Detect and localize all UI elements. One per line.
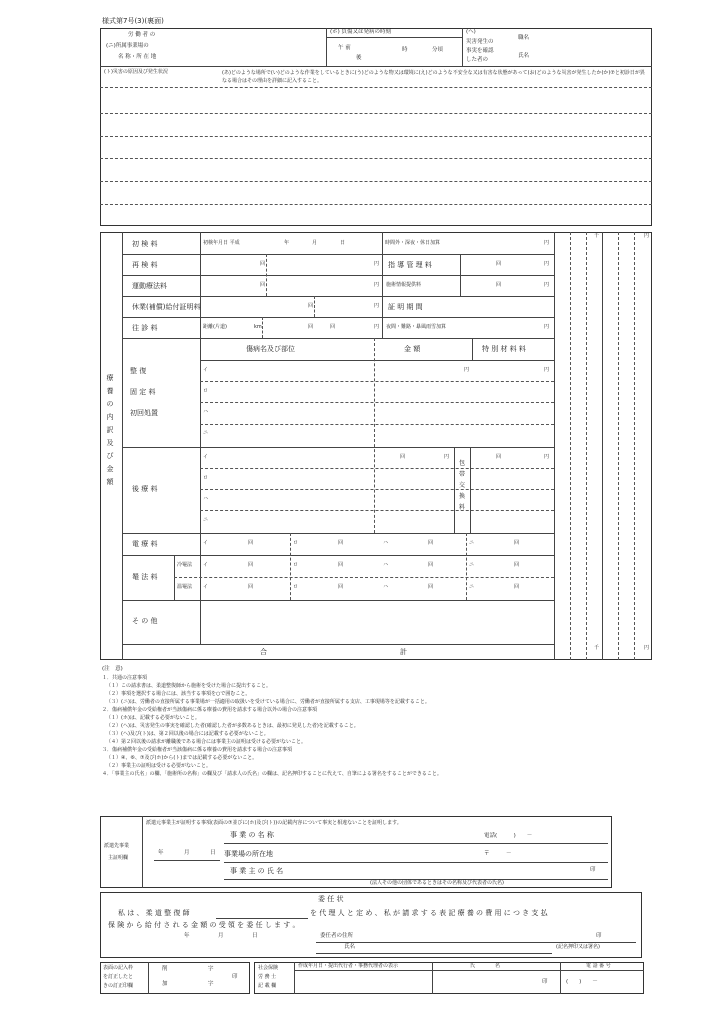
top-info-box — [100, 28, 652, 226]
sr-line3: 記 載 欄 — [258, 983, 277, 989]
dispatch-statement: 派遣元事業主が証明する事項(表面の⑦並びに(ホ)及び(ト))の記載内容について事実と相違ないことを証明します。 — [146, 820, 402, 826]
notes-heading: (注 意) — [102, 666, 123, 672]
injury-header: 傷病名及び部位 — [246, 345, 295, 353]
proxy-line1a: 私 は 、 柔 道 整 復 師 — [118, 909, 190, 917]
note-line: （４）第２回以後の請求が離職後である場合には事業主の証明は受ける必要がないこと。 — [106, 739, 307, 745]
sr-date-label: 作成年月日・提出代行者・事務代理者の表示 — [298, 963, 399, 969]
witness-line2: 事実を確認 — [466, 48, 494, 54]
note-line: ３．傷病補償年金の受給権者が当該傷病に係る療養の費用を請求する場合の注意事項 — [102, 747, 293, 753]
cause-instructions: (あ)どのような場所で(い)どのような作業をしているときに(う)どのような物又は環境に(え)どのような不安全な又は有害な状態があって(お)どのような災害が発生したか(か)⑦と初診日が異なる場合はその理由を詳細に記入すること。 — [222, 70, 645, 84]
cert-period-label: 証 明 期 間 — [388, 303, 423, 311]
injury-time-label: (ホ) 負傷又は発病の時刻 — [330, 29, 392, 35]
dispatch-cert-box — [100, 816, 612, 888]
revisit-label: 再 検 料 — [132, 261, 158, 269]
dispatch-postal: 〒 － — [484, 851, 512, 857]
corr-line3: きの訂正印欄 — [103, 983, 134, 989]
note-line: （２）(へ)は、災害発生の事実を確認した者(確認した者が多数あるときは、最初に発見した者)を記載すること。 — [106, 723, 359, 729]
time-ext-label: 時間外・深夜・休日加算 — [385, 240, 441, 246]
other-label: そ の 他 — [132, 617, 158, 625]
added-label: 加 — [162, 981, 168, 987]
pm-label: 後 — [356, 55, 362, 61]
proxy-line1b: を 代 理 人 と 定 め 、 私 が 請 求 す る 表 記 療 養 の 費 用 に つ き 支 払 — [310, 909, 548, 917]
proxy-name: 氏名 — [344, 944, 356, 950]
witness-line3: した者の — [466, 57, 489, 63]
biz-addr-label: 事業場の所在地 — [224, 850, 273, 858]
bandage-label: 包 帯 交 換 料 — [458, 460, 465, 511]
info-fee-label: 施術情報提供料 — [386, 282, 422, 288]
amount-header: 金 額 — [404, 345, 421, 353]
reduction-label: 整 復 — [130, 367, 147, 375]
cold-hot-label: 罨 法 料 — [132, 573, 158, 581]
witness-line1: 災害発生の — [466, 39, 494, 45]
first-visit-date-label: 初検年月日 平成 — [203, 240, 240, 246]
minute-label: 分頃 — [432, 47, 444, 53]
note-line: （１）④、⑥、⑦及び(ホ)から(ト)までは記載する必要がないこと。 — [106, 755, 258, 761]
cause-label: (ト)災害の原因及び発生状況 — [104, 69, 168, 75]
house-call-label: 往 診 料 — [132, 324, 158, 332]
sr-phone-label: 電 話 番 号 — [586, 963, 611, 969]
deleted-label: 削 — [162, 966, 168, 972]
dispatch-seal: 印 — [590, 867, 596, 873]
name-label: 氏名 — [518, 53, 530, 59]
biz-name-label: 事 業 の 名 称 — [230, 831, 274, 839]
hour-label: 時 — [402, 47, 408, 53]
corp-note: (法人その他の団体であるときはその名称及び代表者の氏名) — [370, 880, 504, 886]
exercise-label: 運動療法料 — [132, 282, 167, 290]
guidance-label: 指 導 管 理 料 — [388, 261, 432, 269]
sr-phone-format: ( ) － — [566, 979, 598, 985]
absence-cert-label: 休業(補償)給付証明料 — [132, 303, 201, 311]
proxy-title: 委 任 状 — [318, 895, 344, 903]
witness-label: (ヘ) — [466, 29, 476, 35]
yen-mark-top: 円 — [644, 233, 650, 239]
dispatch-side1: 派遣先事業 — [104, 843, 130, 849]
distance-label: 距離(片道) — [203, 324, 227, 330]
thousand-mark: 千 — [594, 233, 600, 239]
night-call-label: 夜間・難路・暴風雨雪加算 — [386, 324, 447, 330]
corr-line2: を訂正したと — [103, 974, 134, 980]
note-line: １．共通の注意事項 — [102, 675, 148, 681]
sr-seal: 印 — [542, 979, 548, 985]
sr-name-label: 氏 名 — [470, 963, 501, 969]
aftercare-label: 後 療 料 — [132, 485, 158, 493]
proxy-seal: 印 — [596, 933, 602, 939]
special-header: 特 別 材 料 料 — [482, 345, 526, 353]
proxy-line2: 保 険 か ら 給 付 さ れ る 金 額 の 受 領 を 委 任 し ま す 。 — [108, 921, 300, 929]
proxy-addr: 委任者の住所 — [320, 933, 354, 939]
workplace-label: (ニ)所属事業場の — [106, 43, 149, 49]
am-label: 午 前 — [338, 45, 351, 51]
sr-line1: 社会保険 — [258, 965, 279, 971]
employer-name-label: 事 業 主 の 氏 名 — [230, 867, 284, 875]
corr-line1: 表面の記入枠 — [103, 965, 134, 971]
note-line: （３）(ニ)は、労働者の直接所属する事業場が一括適用の取扱いを受けている場合に、労働者が直接所属する支店、工事現場等を記載すること。 — [106, 699, 430, 705]
note-line: ４．「事業主の氏名」の欄、「施術所の名称」の欄及び「請求人の氏名」の欄は、記名押印することに代えて、自筆による署名をすることができること。 — [102, 771, 442, 777]
fixation-label: 固 定 料 — [130, 388, 156, 396]
total-label-b: 計 — [400, 648, 407, 656]
total-label-a: 合 — [260, 648, 267, 656]
job-label: 職名 — [518, 35, 530, 41]
first-visit-label: 初 検 料 — [132, 240, 158, 248]
note-line: （３）(へ)及び(ト)は、第２回以後の場合には記載する必要がないこと。 — [106, 731, 269, 737]
side-label-treatment: 療 養 の 内 訳 及 び 金 額 — [106, 374, 114, 486]
initial-care-label: 初回処置 — [130, 409, 158, 417]
dispatch-phone: 電話( ) － — [484, 833, 533, 839]
note-line: （１）(ホ)は、記載する必要がないこと。 — [106, 715, 200, 721]
note-line: （１）この請求書は、柔道整復師から施術を受けた場合に提出すること。 — [106, 683, 272, 689]
proxy-sign-note: (記名押印又は署名) — [556, 944, 600, 950]
dispatch-side2: 主証明欄 — [108, 855, 129, 861]
electro-label: 電 療 料 — [132, 540, 158, 548]
workplace-label2: 名 称・所 在 地 — [118, 54, 157, 60]
sr-line2: 労 務 士 — [258, 974, 277, 980]
worker-label: 労 働 者 の — [128, 32, 156, 38]
form-title: 様式第7号(3)(裏面) — [102, 17, 164, 25]
note-line: （２）事項を選択する場合には、該当する事項を○で囲むこと。 — [106, 691, 251, 697]
note-line: ２．傷病補償年金の受給権者が当該傷病に係る療養の費用を請求する場合以外の場合の注意事項 — [102, 707, 318, 713]
warm-label: 温罨法 — [177, 584, 193, 590]
note-line: （２）事業主の証明は受ける必要がないこと。 — [106, 763, 212, 769]
cold-label: 冷罨法 — [177, 562, 193, 568]
